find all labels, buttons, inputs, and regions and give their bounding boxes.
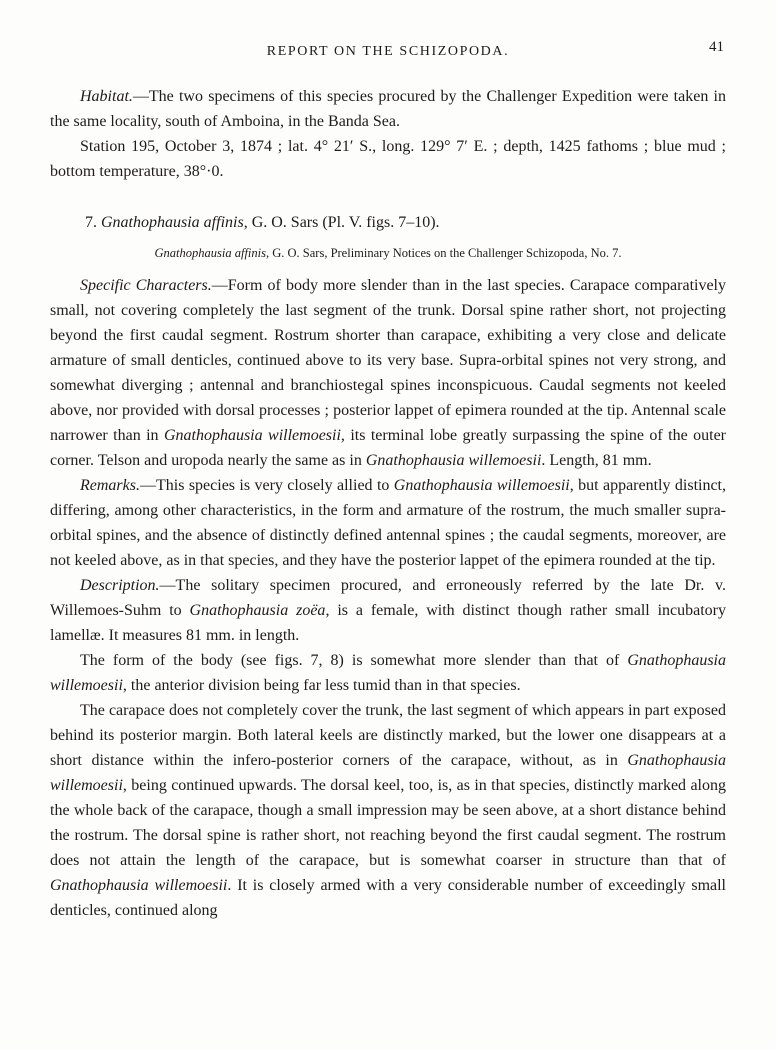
station-paragraph: Station 195, October 3, 1874 ; lat. 4° 21′ S., long. 129° 7′ E. ; depth, 1425 fathoms ; blue mud ; bottom temperature, 38°·0. <box>50 138 726 180</box>
remarks-paragraph: Remarks.—This species is very closely allied to Gnathophausia willemoesii, but apparently distinct, differing, among other characteristics, in the form and armature of the rostrum, the much smaller supra-orbital spines, and the absence of distinctly defined antennal spines ; the caudal segments, moreover, are not keeled above, as in that species, and they have the posterior lappet of the epimera rounded at the tip. <box>50 477 727 569</box>
specific-characters-paragraph: Specific Characters.—Form of body more slender than in the last species. Carapace comparatively small, not covering completely the last segment of the trunk. Dorsal spine rather short, not projecting beyond the first caudal segment. Rostrum shorter than carapace, exhibiting a very close and delicate armature of small denticles, continued above to its very base. Supra-orbital spines not very strong, and somewhat diverging ; antennal and branchiostegal spines inconspicuous. Caudal segments not keeled above, nor provided with dorsal processes ; posterior lappet of epimera rounded at the tip. Antennal scale narrower than in Gnathophausia willemoesii, its terminal lobe greatly surpassing the spine of the outer corner. Telson and uropoda nearly the same as in Gnathophausia willemoesii. Length, 81 mm. <box>50 277 727 469</box>
synonymy-citation: Gnathophausia affinis, G. O. Sars, Preliminary Notices on the Challenger Schizopoda, No. 7. <box>154 246 622 260</box>
habitat-paragraph: Habitat.—The two specimens of this species procured by the Challenger Expedition were taken in the same locality, south of Amboina, in the Banda Sea. <box>50 88 726 130</box>
species-heading: 7. Gnathophausia affinis, G. O. Sars (Pl. V. figs. 7–10). <box>85 214 440 231</box>
description-paragraph: Description.—The solitary specimen procured, and erroneously referred by the late Dr. v. Willemoes-Suhm to Gnathophausia zoëa, is a female, with distinct though rather small incubatory lamellæ. It measures 81 mm. in length. <box>50 577 727 644</box>
body-form-paragraph: The form of the body (see figs. 7, 8) is somewhat more slender than that of Gnathophausia willemoesii, the anterior division being far less tumid than in that species. <box>50 652 726 694</box>
page-header <box>50 39 726 60</box>
running-title: REPORT ON THE SCHIZOPODA. <box>266 44 510 59</box>
carapace-paragraph: The carapace does not completely cover the trunk, the last segment of which appears in part exposed behind its posterior margin. Both lateral keels are distinctly marked, but the lower one disappears at a short distance within the infero-posterior corners of the carapace, without, as in Gnathophausia willemoesii, being continued upwards. The dorsal keel, too, is, as in that species, distinctly marked along the whole back of the carapace, though a small impression may be seen above, at a short distance behind the rostrum. The dorsal spine is rather short, not reaching beyond the first caudal segment. The rostrum does not attain the length of the carapace, but is somewhat coarser in structure than that of Gnathophausia willemoesii. It is closely armed with a very considerable number of exceedingly small denticles, continued along <box>50 702 727 919</box>
page-number: 41 <box>709 39 724 55</box>
